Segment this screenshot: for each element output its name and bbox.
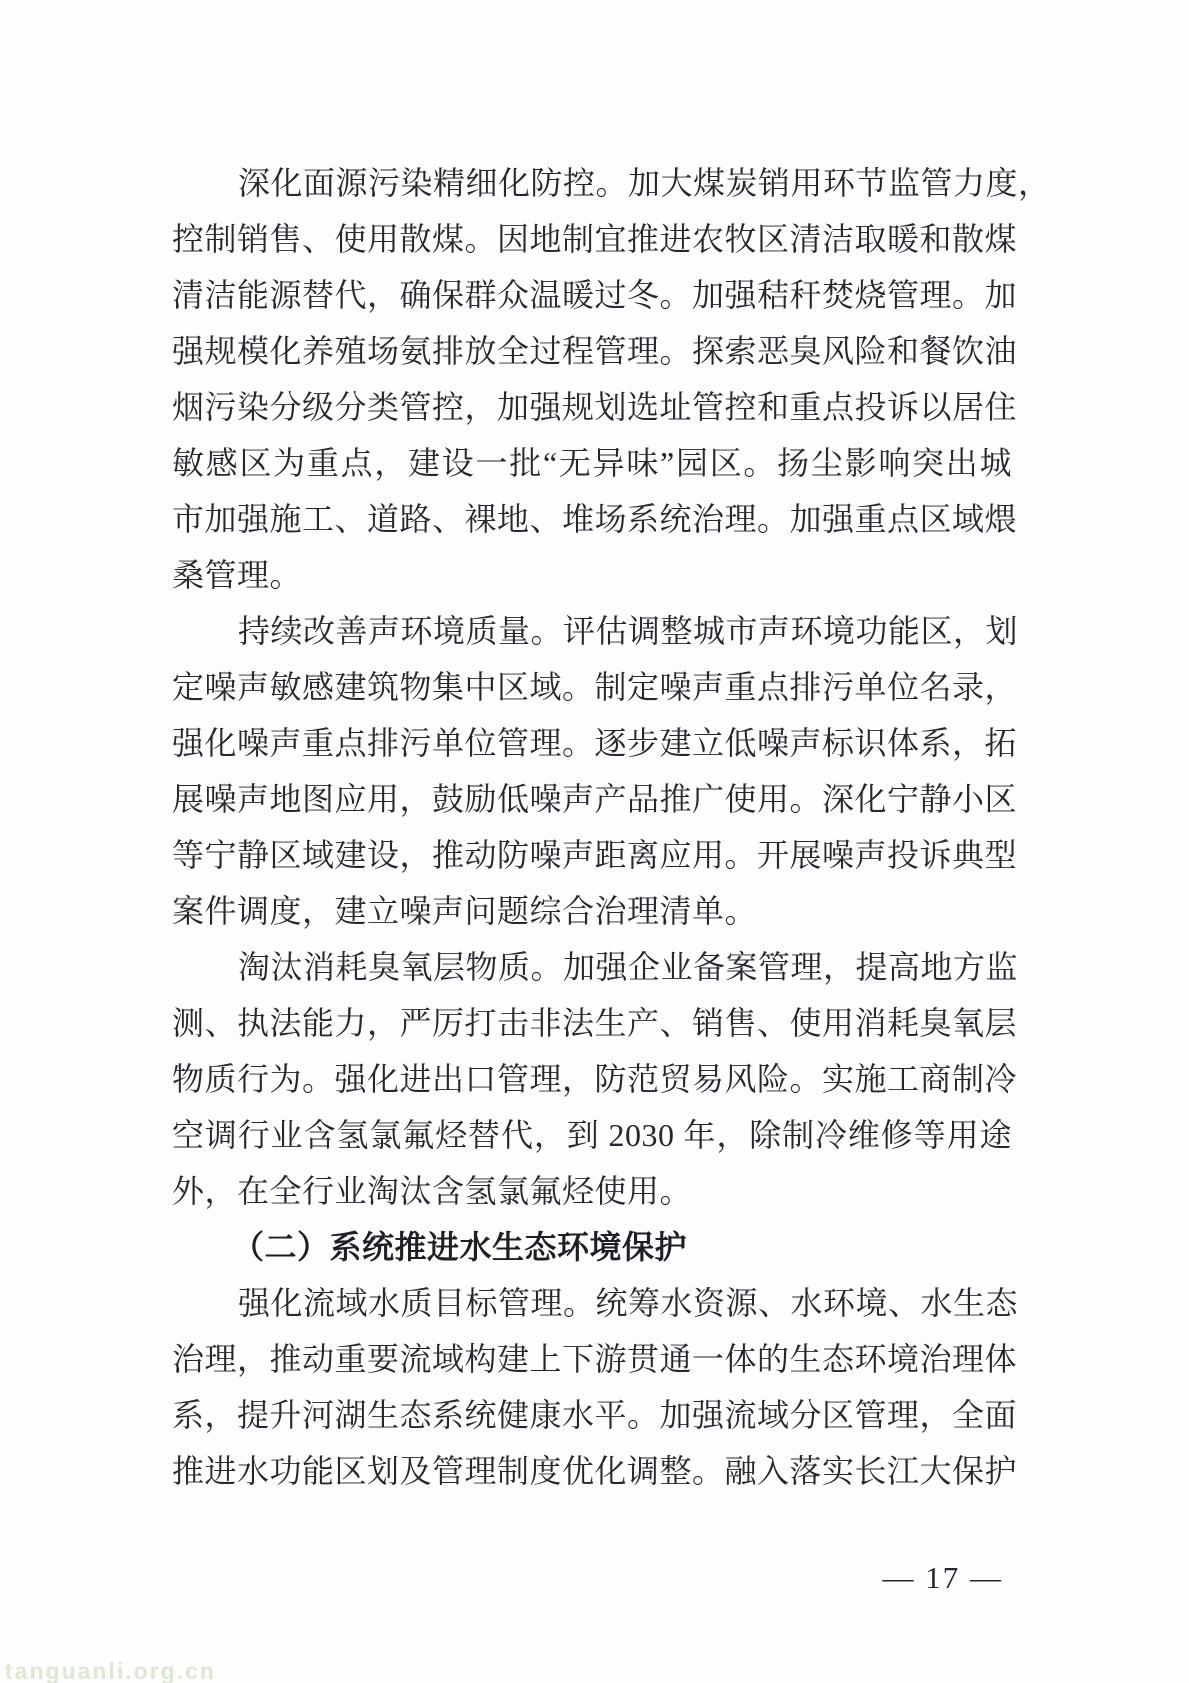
watermark: tanguanli.org.cn [5,1658,216,1683]
body-text-line: 持续改善声环境质量。评估调整城市声环境功能区，划 [238,613,1019,649]
body-text-line: 外，在全行业淘汰含氢氯氟烃使用。 [172,1173,693,1209]
body-text-line: 治理，推动重要流域构建上下游贯通一体的生态环境治理体 [172,1341,1018,1377]
document-body [172,155,1051,1499]
body-text-line: 控制销售、使用散煤。因地制宜推进农牧区清洁取暖和散煤 [172,221,1018,257]
body-text-line: 定噪声敏感建筑物集中区域。制定噪声重点排污单位名录， [172,669,1018,705]
body-text-line: 淘汰消耗臭氧层物质。加强企业备案管理，提高地方监 [238,949,1019,985]
body-text-line: 市加强施工、道路、裸地、堆场系统治理。加强重点区域煨 [172,501,1018,537]
body-text-line: 展噪声地图应用，鼓励低噪声产品推广使用。深化宁静小区 [172,781,1018,817]
body-text-line: 强规模化养殖场氨排放全过程管理。探索恶臭风险和餐饮油 [172,333,1018,369]
body-text-line: 敏感区为重点，建设一批“无异味”园区。扬尘影响突出城 [172,445,1012,481]
body-text-line: 烟污染分级分类管控，加强规划选址管控和重点投诉以居住 [172,389,1018,425]
body-text-line: 清洁能源替代，确保群众温暖过冬。加强秸秆焚烧管理。加 [172,277,1018,313]
body-text-line: 系，提升河湖生态系统健康水平。加强流域分区管理，全面 [172,1397,1018,1433]
body-text-line: 空调行业含氢氯氟烃替代，到 2030 年，除制冷维修等用途 [172,1117,1012,1153]
body-text-line: 案件调度，建立噪声问题综合治理清单。 [172,893,758,929]
body-text-line: 深化面源污染精细化防控。加大煤炭销用环节监管力度， [238,165,1051,201]
body-text-line: 强化噪声重点排污单位管理。逐步建立低噪声标识体系，拓 [172,725,1018,761]
body-text-line: 物质行为。强化进出口管理，防范贸易风险。实施工商制冷 [172,1061,1018,1097]
body-text-line: 推进水功能区划及管理制度优化调整。融入落实长江大保护 [172,1453,1018,1489]
body-text-line: 测、执法能力，严厉打击非法生产、销售、使用消耗臭氧层 [172,1005,1018,1041]
section-heading: （二）系统推进水生态环境保护 [232,1229,688,1265]
body-text-line: 强化流域水质目标管理。统筹水资源、水环境、水生态 [238,1285,1019,1321]
page-number: — 17 — [882,1560,1003,1595]
body-text-line: 等宁静区域建设，推动防噪声距离应用。开展噪声投诉典型 [172,837,1018,873]
body-text-line: 桑管理。 [172,557,303,593]
